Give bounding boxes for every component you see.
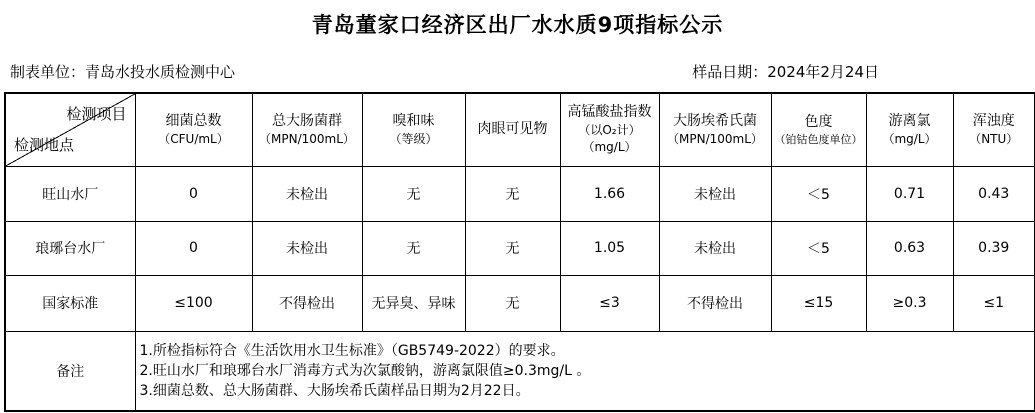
- table-cell: ＜5: [771, 221, 866, 275]
- table-cell: 无: [362, 221, 465, 275]
- col-header-free-chlorine: [866, 93, 953, 166]
- table-cell: 未检出: [659, 221, 771, 275]
- col-header-unit: （MPN/100mL）: [259, 131, 355, 146]
- table-cell: ＜5: [771, 166, 866, 221]
- col-header-unit: （以O₂计）: [578, 123, 641, 138]
- col-header-unit: （mg/L）: [882, 131, 937, 146]
- col-header-unit: （等级）: [389, 131, 438, 146]
- table-cell: ≤3: [560, 275, 659, 331]
- sample-date-label: 样品日期：2024年2月24日: [692, 63, 879, 81]
- table-cell: 未检出: [659, 166, 771, 221]
- col-header-e-coli: [659, 93, 771, 166]
- col-header-name: 细菌总数: [165, 112, 222, 129]
- table-cell: 无异臭、异味: [362, 275, 465, 331]
- col-header-bacteria-total: [135, 93, 252, 166]
- table-cell: 无: [465, 275, 560, 331]
- table-cell: 0.43: [953, 166, 1035, 221]
- col-header-chroma: [771, 93, 866, 166]
- table-cell: 1.05: [560, 221, 659, 275]
- col-header-name: 肉眼可见物: [477, 121, 548, 138]
- col-header-unit: （MPN/100mL）: [667, 131, 763, 146]
- table-cell: 0.63: [866, 221, 953, 275]
- table-cell: 无: [362, 166, 465, 221]
- notes-cell: [135, 331, 1035, 411]
- col-header-name: 浑浊度: [972, 112, 1015, 129]
- corner-label-sites: 检测地点: [14, 135, 75, 154]
- col-header-visible-matter: [465, 93, 560, 166]
- col-header-unit: （NTU）: [969, 131, 1019, 146]
- table-cell: 不得检出: [252, 275, 362, 331]
- col-header-permanganate-index: [560, 93, 659, 166]
- col-header-total-coliform: [252, 93, 362, 166]
- col-header-name: 游离氯: [888, 112, 931, 129]
- col-header-name: 色度: [804, 113, 833, 130]
- meta-row: [10, 61, 1025, 82]
- col-header-name: 总大肠菌群: [272, 112, 342, 129]
- col-header-unit: （铂钴色度单位）: [774, 132, 863, 146]
- table-cell: 0.71: [866, 166, 953, 221]
- note-line-3: 3.细菌总数、总大肠菌群、大肠埃希氏菌样品日期为2月22日。: [139, 382, 530, 399]
- water-quality-table: [4, 92, 1035, 412]
- table-header-row: [5, 93, 1035, 166]
- table-cell: 0.39: [953, 221, 1035, 275]
- note-line-2: 2.旺山水厂和琅琊台水厂消毒方式为次氯酸钠，游离氯限值≥0.3mg/L 。: [139, 362, 591, 379]
- corner-cell: [5, 93, 135, 166]
- col-header-unit2: （mg/L）: [582, 140, 637, 155]
- table-cell: 0: [135, 166, 252, 221]
- table-cell: 0: [135, 221, 252, 275]
- table-cell: 未检出: [252, 166, 362, 221]
- table-cell: ≤15: [771, 275, 866, 331]
- col-header-name: 嗅和味: [392, 112, 435, 129]
- table-cell: 未检出: [252, 221, 362, 275]
- table-cell: 无: [465, 166, 560, 221]
- row-site-label: 国家标准: [5, 275, 135, 331]
- col-header-name: 高锰酸盐指数: [567, 104, 652, 121]
- row-site-label: 琅琊台水厂: [5, 221, 135, 275]
- page-title: 青岛董家口经济区出厂水水质9项指标公示: [311, 13, 724, 37]
- table-cell: ≤100: [135, 275, 252, 331]
- col-header-name: 大肠埃希氏菌: [673, 112, 757, 129]
- corner-label-items: 检测项目: [66, 105, 127, 123]
- table-cell: 无: [465, 221, 560, 275]
- table-cell: ≥0.3: [866, 275, 953, 331]
- row-site-label: 旺山水厂: [5, 166, 135, 221]
- col-header-turbidity: [953, 93, 1035, 166]
- table-row-national-standard: [5, 275, 1035, 331]
- table-cell: 1.66: [560, 166, 659, 221]
- notes-label: 备注: [5, 331, 135, 411]
- table-cell: 不得检出: [659, 275, 771, 331]
- col-header-odor-taste: [362, 93, 465, 166]
- table-row-langyatai: [5, 221, 1035, 275]
- notes-row: [5, 331, 1035, 411]
- maker-unit-label: 制表单位：青岛水投水质检测中心: [10, 63, 236, 81]
- col-header-unit: （CFU/mL）: [158, 131, 229, 146]
- table-row-wangshan: [5, 166, 1035, 221]
- table-cell: ≤1: [953, 275, 1035, 331]
- note-line-1: 1.所检指标符合《生活饮用水卫生标准》（GB5749-2022）的要求。: [139, 342, 565, 359]
